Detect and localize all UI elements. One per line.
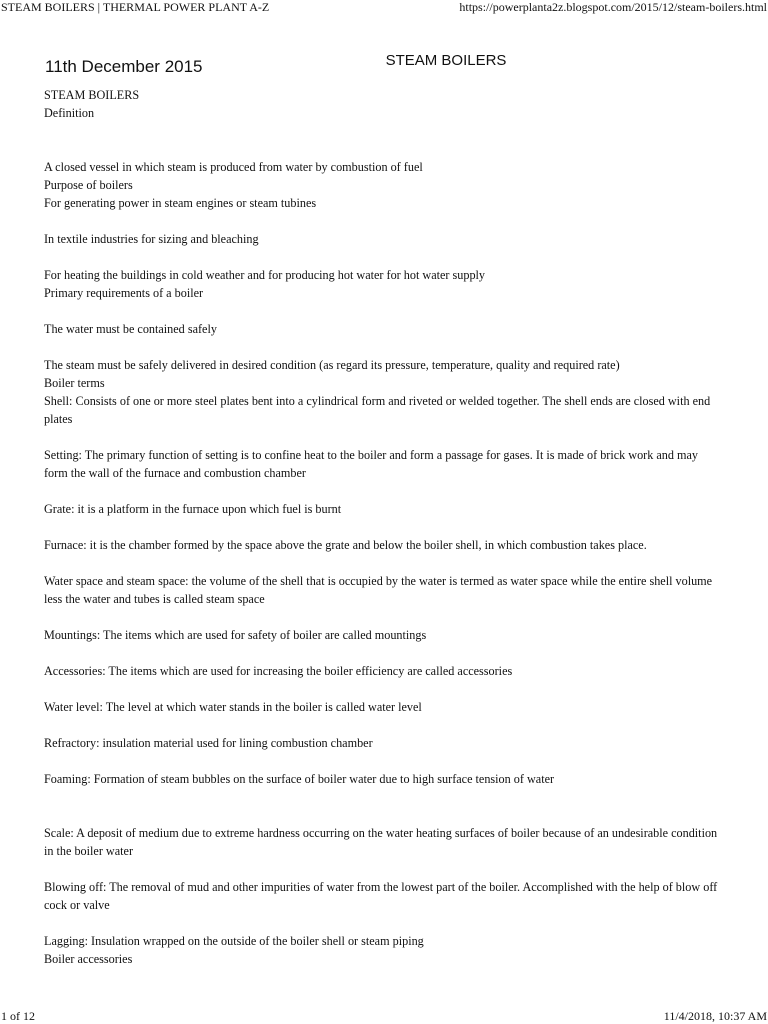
term-furnace: Furnace: it is the chamber formed by the space above the grate and below the boiler shell, in which combustion takes place. bbox=[44, 538, 647, 552]
accessories-label: Boiler accessories bbox=[44, 952, 133, 966]
definition-text: A closed vessel in which steam is produced from water by combustion of fuel bbox=[44, 160, 423, 174]
requirement-item: The steam must be safely delivered in desired condition (as regard its pressure, temperature, quality and required rate) bbox=[44, 358, 620, 372]
term-lagging: Lagging: Insulation wrapped on the outside of the boiler shell or steam piping bbox=[44, 934, 424, 948]
term-water-level: Water level: The level at which water stands in the boiler is called water level bbox=[44, 700, 422, 714]
print-header bbox=[0, 0, 768, 14]
page-title: STEAM BOILERS | THERMAL POWER PLANT A-Z bbox=[1, 0, 270, 14]
requirement-item: The water must be contained safely bbox=[44, 322, 217, 336]
post-title: STEAM BOILERS bbox=[385, 52, 507, 69]
term-refractory: Refractory: insulation material used for lining combustion chamber bbox=[44, 736, 373, 750]
post-date: 11th December 2015 bbox=[45, 57, 203, 76]
purpose-item: In textile industries for sizing and bleaching bbox=[44, 232, 259, 246]
term-grate: Grate: it is a platform in the furnace upon which fuel is burnt bbox=[44, 502, 342, 516]
term-shell: Shell: Consists of one or more steel plates bent into a cylindrical form and riveted or welded together. The shell ends are closed with end plates bbox=[44, 394, 711, 426]
page-number: 1 of 12 bbox=[1, 1009, 35, 1023]
term-foaming: Foaming: Formation of steam bubbles on the surface of boiler water due to high surface tension of water bbox=[44, 772, 555, 786]
definition-label: Definition bbox=[44, 106, 95, 120]
term-water-space: Water space and steam space: the volume of the shell that is occupied by the water is termed as water space while the entire shell volume less the water and tubes is called steam space bbox=[44, 574, 713, 606]
purpose-item: For heating the buildings in cold weather and for producing hot water for hot water supply bbox=[44, 268, 486, 282]
term-mountings: Mountings: The items which are used for safety of boiler are called mountings bbox=[44, 628, 427, 642]
term-accessories: Accessories: The items which are used for increasing the boiler efficiency are called accessories bbox=[44, 664, 513, 678]
term-scale: Scale: A deposit of medium due to extreme hardness occurring on the water heating surfaces of boiler because of an undesirable condition in the boiler water bbox=[44, 826, 718, 858]
print-footer bbox=[0, 1008, 768, 1024]
post-body bbox=[44, 86, 724, 968]
page-url[interactable]: https://powerplanta2z.blogspot.com/2015/12/steam-boilers.html bbox=[459, 0, 767, 14]
body-heading: STEAM BOILERS bbox=[44, 88, 140, 102]
term-blowing-off: Blowing off: The removal of mud and other impurities of water from the lowest part of the boiler. Accomplished with the help of blow off cock or valve bbox=[44, 880, 718, 912]
purpose-label: Purpose of boilers bbox=[44, 178, 133, 192]
print-timestamp: 11/4/2018, 10:37 AM bbox=[663, 1009, 767, 1023]
purpose-item: For generating power in steam engines or steam tubines bbox=[44, 196, 317, 210]
term-setting: Setting: The primary function of setting is to confine heat to the boiler and form a passage for gases. It is made of brick work and may form the wall of the furnace and combustion chamber bbox=[44, 448, 699, 480]
requirements-label: Primary requirements of a boiler bbox=[44, 286, 204, 300]
terms-label: Boiler terms bbox=[44, 376, 105, 390]
